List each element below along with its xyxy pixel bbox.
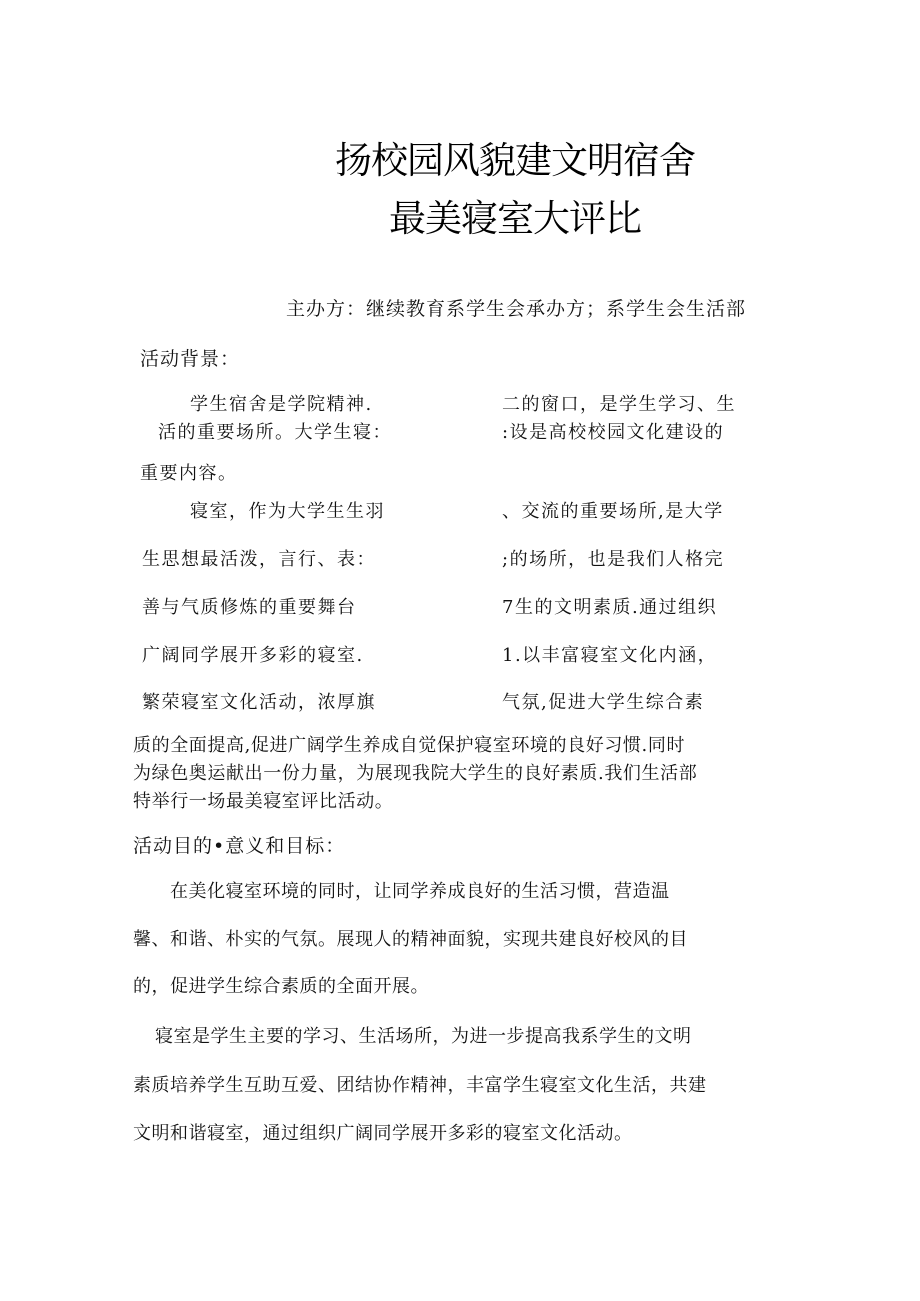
background-full-line: 质的全面提高,促进广阔学生养成自觉保护寝室环境的良好习惯.同时 xyxy=(133,735,686,756)
background-full-line: 特举行一场最美寝室评比活动。 xyxy=(133,791,394,812)
background-left-line: 活的重要场所。大学生寝： xyxy=(158,422,392,443)
background-left-line: 重要内容。 xyxy=(140,463,238,484)
background-right-line: 气氛,促进大学生综合素 xyxy=(502,692,705,713)
background-left-line: 学生宿舍是学院精神. xyxy=(190,394,373,415)
background-left-line: 善与气质修炼的重要舞台 xyxy=(142,597,357,618)
background-full-line: 为绿色奥运献出一份力量，为展现我院大学生的良好素质.我们生活部 xyxy=(133,763,698,784)
purpose-paragraph-1-line: 的，促进学生综合素质的全面开展。 xyxy=(133,976,429,997)
purpose-paragraph-2-line: 素质培养学生互助互爱、团结协作精神，丰富学生寝室文化生活，共建 xyxy=(133,1075,707,1096)
background-right-line: 二的窗口，是学生学习、生 xyxy=(502,394,736,415)
background-right-line: 、交流的重要场所,是大学 xyxy=(502,501,724,522)
document-title-line-2: 最美寝室大评比 xyxy=(389,197,641,240)
background-left-line: 广阔同学展开多彩的寝室. xyxy=(142,645,364,666)
background-left-line: 繁荣寝室文化活动，浓厚旗 xyxy=(142,692,376,713)
background-left-line: 生思想最活泼，言行、表： xyxy=(142,549,376,570)
organizer-line: 主办方：继续教育系学生会承办方；系学生会生活部 xyxy=(286,298,747,320)
background-right-line: :设是高校校园文化建设的 xyxy=(502,422,725,443)
background-left-line: 寝室，作为大学生生羽 xyxy=(190,501,385,522)
purpose-paragraph-2-line: 寝室是学生主要的学习、生活场所，为进一步提高我系学生的文明 xyxy=(155,1026,692,1047)
purpose-paragraph-2-line: 文明和谐寝室，通过组织广阔同学展开多彩的寝室文化活动。 xyxy=(133,1123,633,1144)
purpose-paragraph-1-line: 在美化寝室环境的同时，让同学养成良好的生活习惯，营造温 xyxy=(170,881,670,902)
background-heading: 活动背景： xyxy=(140,348,241,370)
background-right-line: ;的场所，也是我们人格完 xyxy=(502,549,725,570)
background-right-line: 1.以丰富寝室文化内涵， xyxy=(502,645,718,666)
document-title-line-1: 扬校园风貌建文明宿舍 xyxy=(335,139,695,182)
purpose-paragraph-1-line: 馨、和谐、朴实的气氛。展现人的精神面貌，实现共建良好校风的目 xyxy=(133,929,688,950)
purpose-heading: 活动目的•意义和目标： xyxy=(133,835,346,857)
background-right-line: 7生的文明素质.通过组织 xyxy=(502,597,718,618)
